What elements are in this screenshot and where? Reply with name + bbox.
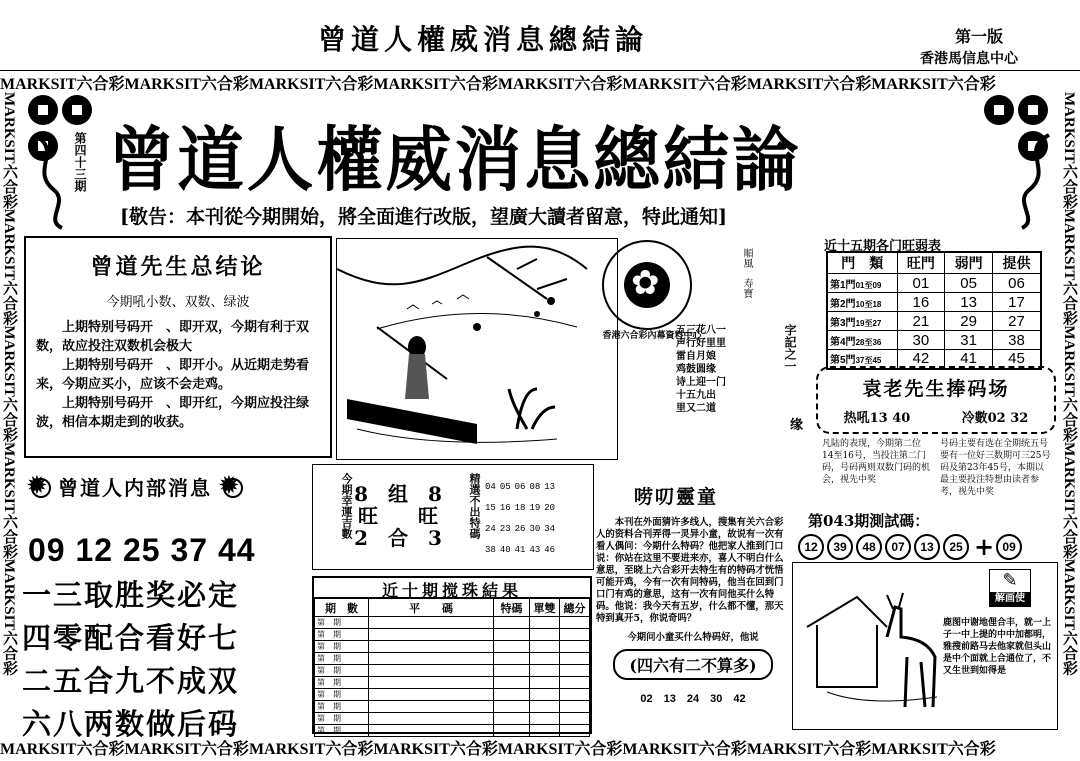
sun-icon (218, 473, 244, 499)
child-question: 今期问小童买什么特码好，他说 (627, 632, 759, 643)
insider-line-2: 四零配合看好七 (22, 621, 240, 655)
table-row: 第 期 (315, 617, 590, 629)
poem-block: 五三花八一 声行好里里 雷自月娘 鸡鼓圆缘 诗上迎一门 十五九出 里又二道 (676, 325, 726, 414)
summary-subtitle: 今期吼小数、双数、绿波 (106, 295, 250, 310)
summary-para-2: 上期特别号码开 、即开小。从近期走势看来，今期应买小，应该不会走鸡。 (36, 358, 310, 392)
ten-box (312, 576, 592, 734)
yuan-cold: 冷數02 32 (961, 411, 1029, 426)
table-row: 第5門37至45 42 41 45 (827, 350, 1041, 369)
emblem-area (590, 232, 818, 458)
riddle-badge: ✎ 解画使 (989, 569, 1031, 607)
summary-box (24, 236, 332, 458)
table-row: 第2門10至18 16 13 17 (827, 293, 1041, 312)
insider-line-3: 二五合九不成双 (22, 664, 240, 698)
table-row: 第1門01至09 01 05 06 (827, 274, 1041, 293)
special-ball: 09 (996, 534, 1022, 560)
yuan-hot: 热吼13 40 (843, 411, 911, 426)
summary-title: 曾道先生总结论 (90, 254, 266, 280)
table-row: 第 期 (315, 713, 590, 725)
number-ball: 48 (856, 534, 882, 560)
pick-row: 24 23 26 30 34 (485, 524, 556, 534)
table-header-row: 門 類 旺門 弱門 提供 (827, 252, 1041, 274)
insider-line-1: 一三取胜奖必定 (22, 578, 240, 612)
number-ball: 12 (798, 534, 824, 560)
issue-number: 第四十三期 (73, 132, 87, 192)
table-header-row: 期 數 平 碼 特碼 單雙 總分 (315, 599, 590, 617)
scroll-ornament-right (1014, 130, 1059, 230)
luck-grid: 8 组 8 旺 旺 2 合 3 (354, 482, 442, 550)
child-body: 本刊在外面猜许多线人，搜集有关六合彩人的资料合刊弄得一灵异小童，故说有一次有看人偶问：今期什么特码？他把家人推到门口说：你站在这里不要进来亦，喜人不明白什么意思，至晓上六合彩开去特生有的特码才恍悟可能开鸡，今有一次有问特码，他当在回到门口门有鸡的意思，这有一次有问他买什么特码。他说：我今天有五岁，什么都不懂，那天特到真开5，你说奇吗？ (596, 517, 784, 624)
table-row: 第 期 (315, 653, 590, 665)
border-left: MARKSIT六合彩MARKSIT六合彩MARKSIT六合彩MARKSIT六合彩MARKSIT六合彩 (1, 92, 17, 676)
bauhinia-emblem (602, 240, 692, 330)
recent15-table (826, 251, 1042, 370)
ink-painting (336, 238, 618, 460)
test-balls (798, 532, 1038, 561)
poem-end: 缘 (790, 418, 804, 433)
insider-line-4: 六八两数做后码 (22, 707, 240, 741)
insider-numbers: 09 12 25 37 44 (28, 532, 256, 568)
border-bottom: MARKSIT六合彩MARKSIT六合彩MARKSIT六合彩MARKSIT六合彩MARKSIT六合彩MARKSIT六合彩MARKSIT六合彩MARKSIT六合彩 (0, 736, 1080, 760)
yuan-title: 袁老先生捧码场 (862, 378, 1010, 400)
test-title: 第043期測試碼： (808, 512, 930, 530)
child-answer: (四六有二不算多) (613, 649, 773, 680)
pick-row: 04 05 06 08 13 (485, 482, 556, 492)
yuan-text-2: 号码主要有选在全期统五号要有一位好三数期可三25号码及第23年45号，本期以最主要投注特想由读者参考，视先中奖 (940, 439, 1051, 497)
pen-icon: ✎ (1002, 570, 1018, 591)
riddle-box (792, 562, 1058, 730)
bauhinia-icon: ✿ (631, 263, 660, 303)
summary-para-3: 上期特别号码开 、即开红，今期应投注绿波，相信本期走到的收获。 (36, 396, 310, 430)
insider-title: 曾道人内部消息 (58, 475, 212, 500)
child-title: 唠叨靈童 (634, 486, 719, 508)
table-row: 第4門28至36 30 31 38 (827, 331, 1041, 350)
edition-label: 第一版 (955, 27, 1004, 46)
scroll-ornament-left (24, 130, 69, 230)
number-ball: 25 (943, 534, 969, 560)
pick-row: 15 16 18 19 20 (485, 503, 556, 513)
pick-row: 38 40 41 43 46 (485, 545, 556, 555)
fisherman-illustration (337, 239, 617, 459)
child-section (596, 472, 790, 734)
ten-title: 近十期搅珠結果 (314, 578, 590, 598)
child-nums: 02 13 24 30 42 (640, 693, 746, 705)
insider-header (22, 464, 306, 508)
table-row: 第 期 (315, 701, 590, 713)
notice-banner: [敬告：本刊從今期開始，將全面進行改版，望廣大讀者留意，特此通知] (120, 206, 727, 228)
recent15-title: 近十五期各门旺弱表 (824, 239, 942, 254)
table-row: 第 期 (315, 665, 590, 677)
table-row: 第 期 (315, 641, 590, 653)
pick-grid (485, 477, 595, 561)
luck-box (312, 464, 594, 570)
insider-box (22, 464, 306, 741)
masthead-title: 曾道人權威消息總結論 (108, 118, 802, 201)
luck-label: 今期幸運吉數 (340, 473, 353, 539)
border-right: MARKSIT六合彩MARKSIT六合彩MARKSIT六合彩MARKSIT六合彩MARKSIT六合彩 (1061, 92, 1077, 676)
table-row: 第 期 (315, 677, 590, 689)
number-ball: 13 (914, 534, 940, 560)
plus-sign: + (974, 532, 995, 561)
table-row: 第3門19至27 21 29 27 (827, 312, 1041, 331)
number-ball: 07 (885, 534, 911, 560)
summary-para-1: 上期特别号码开 、即开双，今期有利于双数，故应投注双数机会极大 (36, 320, 310, 354)
riddle-text: 鹿图中谢地俚合丰，就一上子一中上提的中中加都明，雅搜前路马去他家就但头山是中个面就上合通位了，不又生世到如得是 (943, 618, 1052, 676)
sun-icon (26, 473, 52, 499)
table-row: 第 期 (315, 725, 590, 737)
top-title: 曾道人權威消息總結論 (318, 23, 649, 56)
number-ball: 39 (827, 534, 853, 560)
table-row: 第 期 (315, 689, 590, 701)
center-label: 香港馬信息中心 (920, 51, 1018, 67)
yuan-box (816, 366, 1056, 434)
pick-label: 精選不出特碼 (468, 473, 481, 539)
poem-title: 字記之一 (783, 324, 797, 372)
yuan-text-1: 凡陆的表现，今期第二位14至16号，当投注第二门码，号码两则双数门码的机会，视先中奖 (822, 439, 931, 485)
border-top: MARKSIT六合彩MARKSIT六合彩MARKSIT六合彩MARKSIT六合彩MARKSIT六合彩MARKSIT六合彩MARKSIT六合彩MARKSIT六合彩 (0, 70, 1080, 92)
emblem-ring-text: 香港六合彩內幕資料中心 (602, 331, 702, 341)
table-row: 第 期 (315, 629, 590, 641)
ten-table (314, 598, 590, 737)
deer-illustration (797, 567, 947, 727)
emblem-side-text: 順風 寿寶 (741, 248, 752, 298)
